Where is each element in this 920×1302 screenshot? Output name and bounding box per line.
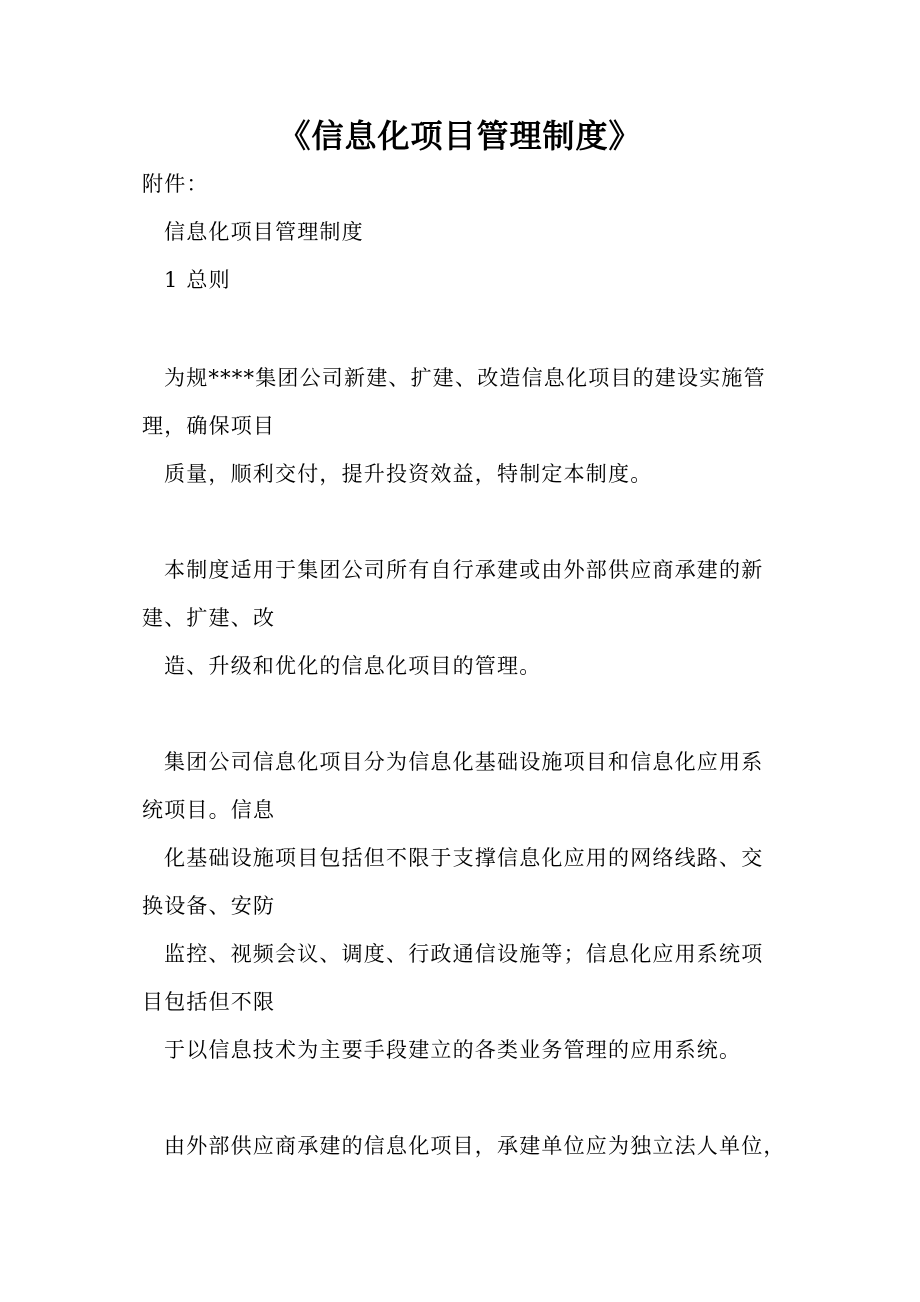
paragraph-line: 统项目。信息 [142, 798, 276, 822]
section-heading: 1 总则 [164, 268, 231, 292]
subtitle-line: 信息化项目管理制度 [164, 220, 364, 244]
paragraph-line: 目包括但不限 [142, 990, 276, 1014]
paragraph-line: 为规****集团公司新建、扩建、改造信息化项目的建设实施管 [164, 366, 766, 390]
paragraph-line: 由外部供应商承建的信息化项目，承建单位应为独立法人单位， [164, 1134, 786, 1158]
paragraph-line: 监控、视频会议、调度、行政通信设施等；信息化应用系统项 [164, 942, 764, 966]
document-title: 《信息化项目管理制度》 [278, 117, 642, 155]
paragraph-line: 造、升级和优化的信息化项目的管理。 [164, 654, 542, 678]
paragraph-line: 于以信息技术为主要手段建立的各类业务管理的应用系统。 [164, 1038, 742, 1062]
paragraph-line: 质量，顺利交付，提升投资效益，特制定本制度。 [164, 462, 653, 486]
paragraph-line: 理，确保项目 [142, 414, 276, 438]
attachment-label: 附件： [142, 172, 209, 196]
paragraph-line: 建、扩建、改 [142, 606, 276, 630]
paragraph-line: 集团公司信息化项目分为信息化基础设施项目和信息化应用系 [164, 750, 764, 774]
paragraph-line: 本制度适用于集团公司所有自行承建或由外部供应商承建的新 [164, 558, 764, 582]
paragraph-line: 化基础设施项目包括但不限于支撑信息化应用的网络线路、交 [164, 846, 764, 870]
paragraph-line: 换设备、安防 [142, 894, 276, 918]
